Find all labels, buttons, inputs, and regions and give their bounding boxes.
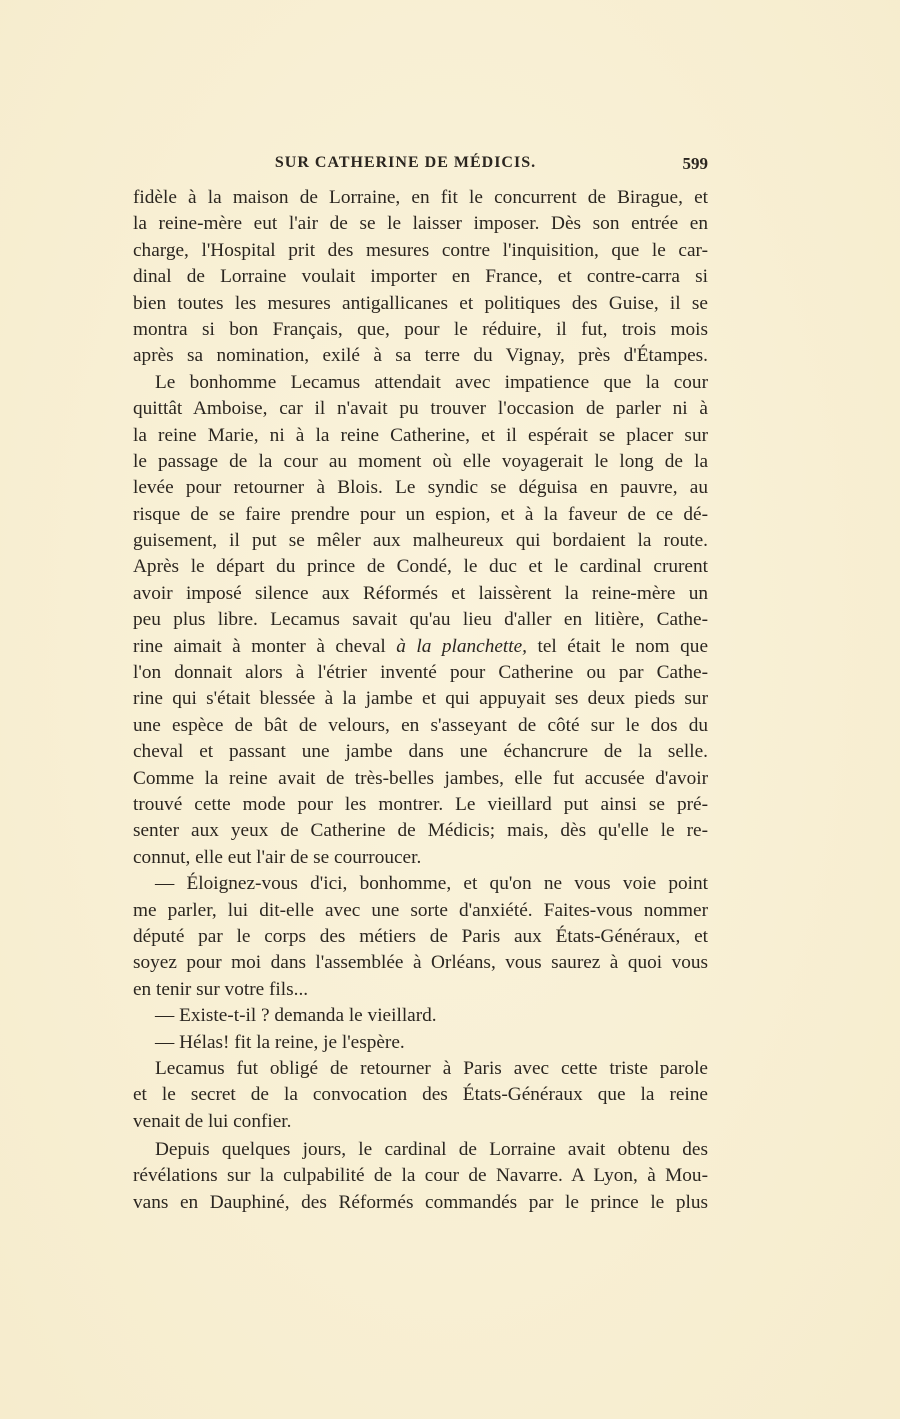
text-line <box>133 396 708 422</box>
text-line <box>133 211 708 237</box>
text-line <box>133 370 708 396</box>
text-line <box>133 871 708 897</box>
text-span: connut, elle eut l'air de se courroucer. <box>133 846 422 868</box>
text-span: me parler, lui dit-elle avec une sorte d'anxiété. Faites-vous nommer <box>133 899 708 921</box>
text-span: député par le corps des métiers de Paris aux États-Généraux, et <box>133 925 708 947</box>
text-line <box>133 581 708 607</box>
text-line <box>133 977 708 1003</box>
text-span: risque de se faire prendre pour un espion, et à la faveur de ce dé- <box>133 503 708 525</box>
text-line <box>133 607 708 633</box>
text-span: guisement, il put se mêler aux malheureux qui bordaient la route. <box>133 530 708 552</box>
text-span: fidèle à la maison de Lorraine, en fit le concurrent de Birague, et <box>133 187 708 208</box>
text-span: la reine Marie, ni à la reine Catherine, et il espérait se placer sur <box>133 424 708 446</box>
text-span: — Existe-t-il ? demanda le vieillard. <box>155 1005 437 1027</box>
text-span: trouvé cette mode pour les montrer. Le vieillard put ainsi se pré- <box>133 793 708 815</box>
text-span: rine qui s'était blessée à la jambe et qui appuyait ses deux pieds sur <box>133 688 708 710</box>
italic-text: à la planchette, <box>396 635 527 657</box>
text-line <box>133 502 708 528</box>
text-line <box>133 1056 708 1082</box>
text-span: révélations sur la culpabilité de la cour de Navarre. A Lyon, à Mou- <box>133 1165 708 1187</box>
text-line <box>133 1082 708 1108</box>
text-line <box>133 528 708 554</box>
text-line <box>133 185 708 211</box>
text-span: Après le départ du prince de Condé, le duc et le cardinal crurent <box>133 556 708 578</box>
text-span: — Hélas! fit la reine, je l'espère. <box>155 1031 405 1053</box>
text-span: le passage de la cour au moment où elle voyagerait le long de la <box>133 450 708 472</box>
text-line <box>133 634 708 660</box>
text-span: Depuis quelques jours, le cardinal de Lorraine avait obtenu des <box>155 1139 708 1161</box>
running-head-title: SUR CATHERINE DE MÉDICIS. <box>274 154 537 171</box>
text-span: vans en Dauphiné, des Réformés commandés par le prince le plus <box>133 1191 708 1213</box>
text-line <box>133 264 708 290</box>
text-line <box>133 1003 708 1029</box>
text-line <box>133 660 708 686</box>
text-span: venait de lui confier. <box>133 1110 292 1132</box>
text-span: et le secret de la convocation des États-Généraux que la reine <box>133 1084 708 1106</box>
text-line <box>133 423 708 449</box>
text-span: soyez pour moi dans l'assemblée à Orléans, vous saurez à quoi vous <box>133 952 708 974</box>
text-span: montra si bon Français, que, pour le réduire, il fut, trois mois <box>133 318 708 340</box>
text-span: dinal de Lorraine voulait importer en France, et contre-carra si <box>133 266 708 288</box>
text-span: — Éloignez-vous d'ici, bonhomme, et qu'on ne vous voie point <box>155 873 708 895</box>
text-line <box>133 739 708 765</box>
text-line <box>133 1163 708 1189</box>
body-text <box>133 185 708 1216</box>
text-span: Lecamus fut obligé de retourner à Paris avec cette triste parole <box>155 1057 708 1079</box>
text-line <box>133 1137 708 1163</box>
text-line <box>133 1030 708 1056</box>
text-span: levée pour retourner à Blois. Le syndic se déguisa en pauvre, au <box>133 477 708 499</box>
text-span: rine aimait à monter à cheval <box>133 635 397 657</box>
text-line <box>133 845 708 871</box>
text-line <box>133 554 708 580</box>
text-line <box>133 898 708 924</box>
text-line <box>133 449 708 475</box>
text-span: senter aux yeux de Catherine de Médicis; mais, dès qu'elle le re- <box>133 820 708 842</box>
text-span: charge, l'Hospital prit des mesures contre l'inquisition, que le car- <box>133 239 708 261</box>
text-span: cheval et passant une jambe dans une échancrure de la selle. <box>133 741 708 763</box>
text-line <box>133 686 708 712</box>
text-span: en tenir sur votre fils... <box>133 978 309 1000</box>
text-span: peu plus libre. Lecamus savait qu'au lieu d'aller en litière, Cathe- <box>133 609 708 631</box>
text-span: l'on donnait alors à l'étrier inventé pour Catherine ou par Cathe- <box>133 662 708 684</box>
text-line <box>133 950 708 976</box>
text-line <box>133 238 708 264</box>
text-span: Comme la reine avait de très-belles jambes, elle fut accusée d'avoir <box>133 767 708 789</box>
text-span: après sa nomination, exilé à sa terre du Vignay, près d'Étampes. <box>133 345 708 367</box>
text-span: la reine-mère eut l'air de se le laisser imposer. Dès son entrée en <box>133 213 708 235</box>
text-span: avoir imposé silence aux Réformés et laissèrent la reine-mère un <box>133 582 708 604</box>
text-span: quittât Amboise, car il n'avait pu trouver l'occasion de parler ni à <box>133 398 708 420</box>
text-line <box>133 924 708 950</box>
text-line <box>133 343 708 369</box>
text-line <box>133 1190 708 1216</box>
text-span: Le bonhomme Lecamus attendait avec impatience que la cour <box>155 371 708 393</box>
page-number: 599 <box>682 154 708 173</box>
text-line <box>133 475 708 501</box>
text-line <box>133 291 708 317</box>
text-span: tel était le nom que <box>527 635 709 657</box>
text-line <box>133 713 708 739</box>
text-span: bien toutes les mesures antigallicanes et politiques des Guise, il se <box>133 292 708 314</box>
text-line <box>133 317 708 343</box>
running-head <box>133 154 708 178</box>
text-line <box>133 1109 708 1135</box>
text-span: une espèce de bât de velours, en s'asseyant de côté sur le dos du <box>133 714 708 736</box>
text-line <box>133 818 708 844</box>
text-line <box>133 792 708 818</box>
text-line <box>133 766 708 792</box>
